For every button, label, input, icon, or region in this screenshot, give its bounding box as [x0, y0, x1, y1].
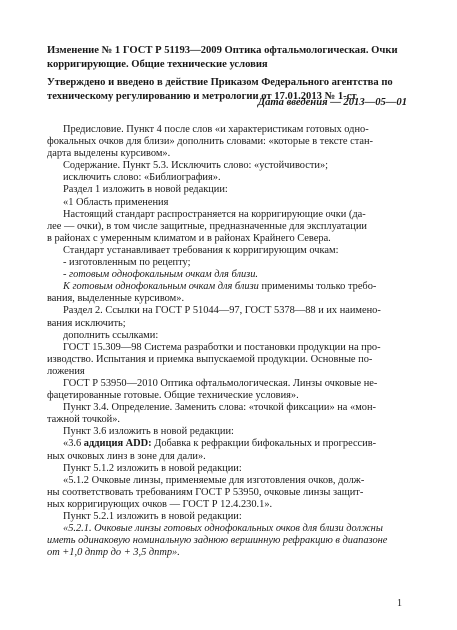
bold-term: аддиция ADD: [83, 438, 152, 450]
text-span: Добавка к рефракции бифокальных и прогрессив- [151, 438, 377, 450]
text-line: тажной точкой». [47, 414, 120, 426]
text-line: ных корригирующих очков — ГОСТ Р 12.4.230.1». [47, 498, 273, 510]
text-line: ложения [47, 365, 85, 377]
text-line: фокальных очков для близи» дополнить словами: «которые в тексте стан- [47, 136, 373, 148]
text-line: ГОСТ Р 53950—2010 Оптика офтальмологическая. Линзы очковые не- [63, 377, 378, 389]
text-line: лее — очки), в том числе защитные, предназначенные для эксплуатации [47, 220, 367, 232]
text-line: Пункт 5.1.2 изложить в новой редакции: [63, 462, 242, 474]
text-line: дарта выделены курсивом». [47, 148, 171, 160]
text-line: от +1,0 дптр до + 3,5 дптр». [47, 547, 180, 559]
amendment-title [47, 44, 407, 71]
text-line: Пункт 3.4. Определение. Заменить слова: «точкой фиксации» на «мон- [63, 402, 377, 414]
text-line: «1 Область применения [63, 196, 169, 208]
text-line: «5.2.1. Очковые линзы готовых однофокальных очков для близи должны [63, 523, 383, 535]
text-span: применимы только требо- [258, 281, 377, 293]
approval-line: техническому регулированию и метрологии от 17.01.2013 № 1-ст [47, 90, 357, 102]
text-line: Содержание. Пункт 5.3. Исключить слово: «устойчивости»; [63, 160, 329, 172]
text-line: исключить слово: «Библиография». [63, 172, 221, 184]
title-line: корригирующие. Общие технические условия [47, 58, 268, 70]
text-line: ны соответствовать требованиям ГОСТ Р 53950, очковые линзы защит- [47, 486, 364, 498]
text-line: фацетированные готовые. Общие технические условия». [47, 390, 299, 402]
text-line: - изготовленным по рецепту; [63, 257, 191, 269]
text-line: вания, выделенные курсивом». [47, 293, 185, 305]
text-line: Стандарт устанавливает требования к корригирующим очкам: [63, 244, 339, 256]
title-line: Изменение № 1 ГОСТ Р 51193—2009 Оптика офтальмологическая. Очки [47, 45, 398, 56]
text-line: Настоящий стандарт распространяется на корригирующие очки (да- [63, 208, 366, 220]
text-line: Раздел 2. Ссылки на ГОСТ Р 51044—97, ГОСТ 5378—88 и их наимено- [63, 305, 381, 317]
text-line [47, 438, 407, 450]
text-line: иметь одинаковую номинальную заднюю вершинную рефракцию в диапазоне [47, 535, 388, 547]
approval-line: Утверждено и введено в действие Приказом Федерального агентства по [47, 77, 393, 88]
effective-date: Дата введения — 2013—05—01 [257, 97, 407, 108]
text-line: Пункт 5.2.1 изложить в новой редакции: [63, 511, 242, 522]
text-span: «3.6 [63, 438, 84, 450]
text-line: - готовым однофокальным очкам для близи. [63, 269, 259, 281]
text-line: Раздел 1 изложить в новой редакции: [63, 184, 228, 196]
text-line: вания исключить; [47, 317, 126, 329]
text-line: «5.1.2 Очковые линзы, применяемые для изготовления очков, долж- [63, 474, 365, 486]
page-number: 1 [397, 598, 402, 609]
text-line: ГОСТ 15.309—98 Система разработки и постановки продукции на про- [63, 341, 381, 353]
text-line: Пункт 3.6 изложить в новой редакции: [63, 426, 234, 438]
amendment-body [47, 124, 407, 559]
text-line: Предисловие. Пункт 4 после слов «и характеристикам готовых одно- [63, 124, 369, 135]
text-line: дополнить ссылками: [63, 329, 159, 341]
text-line: ных очковых линз в зоне для дали». [47, 450, 206, 462]
text-line: изводство. Испытания и приемка выпускаемой продукции. Основные по- [47, 353, 373, 365]
text-line: в районах с умеренным климатом и в районах Крайнего Севера. [47, 232, 331, 244]
text-line [47, 281, 407, 293]
italic-span: К готовым однофокальным очкам для близи [63, 281, 259, 293]
